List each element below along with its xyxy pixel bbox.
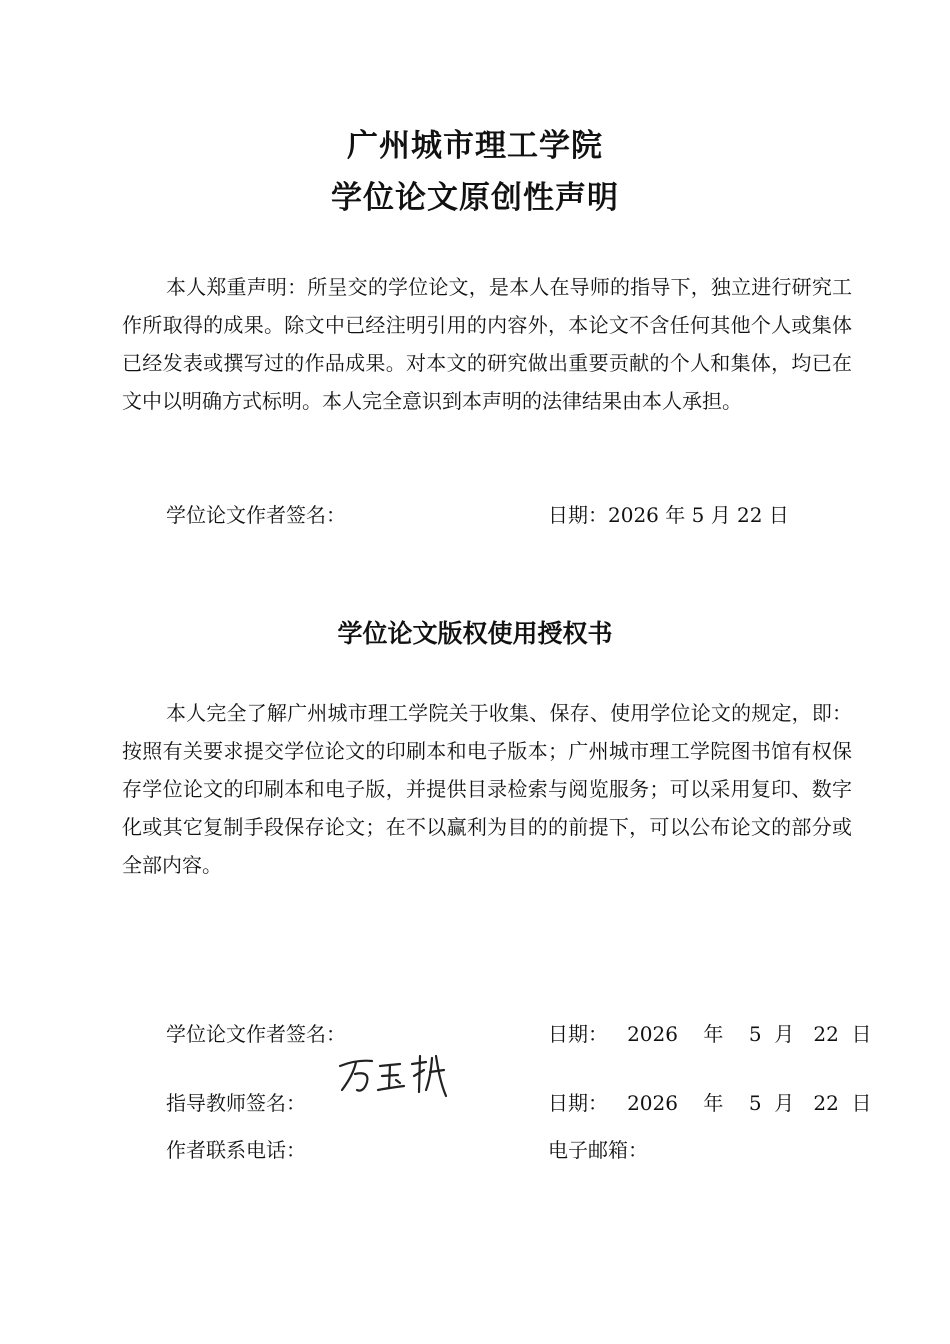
authorization-author-date: 日期： 2026 年 5 月 22 日 (548, 1022, 872, 1046)
advisor-sign-label: 指导教师签名： (166, 1091, 306, 1115)
author-phone-label: 作者联系电话： (166, 1138, 306, 1162)
advisor-handwritten-signature (336, 1052, 454, 1104)
email-label: 电子邮箱： (548, 1138, 648, 1162)
declaration-body: 本人郑重声明：所呈交的学位论文，是本人在导师的指导下，独立进行研究工作所取得的成果。除文中已经注明引用的内容外，本论文不含任何其他个人或集体已经发表或撰写过的作品成果。对本文的研究做出重要贡献的个人和集体，均已在文中以明确方式标明。本人完全意识到本声明的法律结果由本人承担。 (122, 275, 852, 413)
declaration-title: 学位论文原创性声明 (331, 180, 619, 216)
declaration-date: 日期：2026 年 5 月 22 日 (548, 503, 789, 527)
authorization-title: 学位论文版权使用授权书 (337, 619, 613, 648)
school-title: 广州城市理工学院 (347, 128, 603, 164)
authorization-author-sign-label: 学位论文作者签名： (166, 1022, 346, 1046)
declaration-author-sign-label: 学位论文作者签名： (166, 503, 346, 527)
advisor-date: 日期： 2026 年 5 月 22 日 (548, 1091, 872, 1115)
authorization-body: 本人完全了解广州城市理工学院关于收集、保存、使用学位论文的规定，即：按照有关要求提交学位论文的印刷本和电子版本；广州城市理工学院图书馆有权保存学位论文的印刷本和电子版，并提供目录检索与阅览服务；可以采用复印、数字化或其它复制手段保存论文；在不以赢利为目的的前提下，可以公布论文的部分或全部内容。 (122, 701, 852, 877)
